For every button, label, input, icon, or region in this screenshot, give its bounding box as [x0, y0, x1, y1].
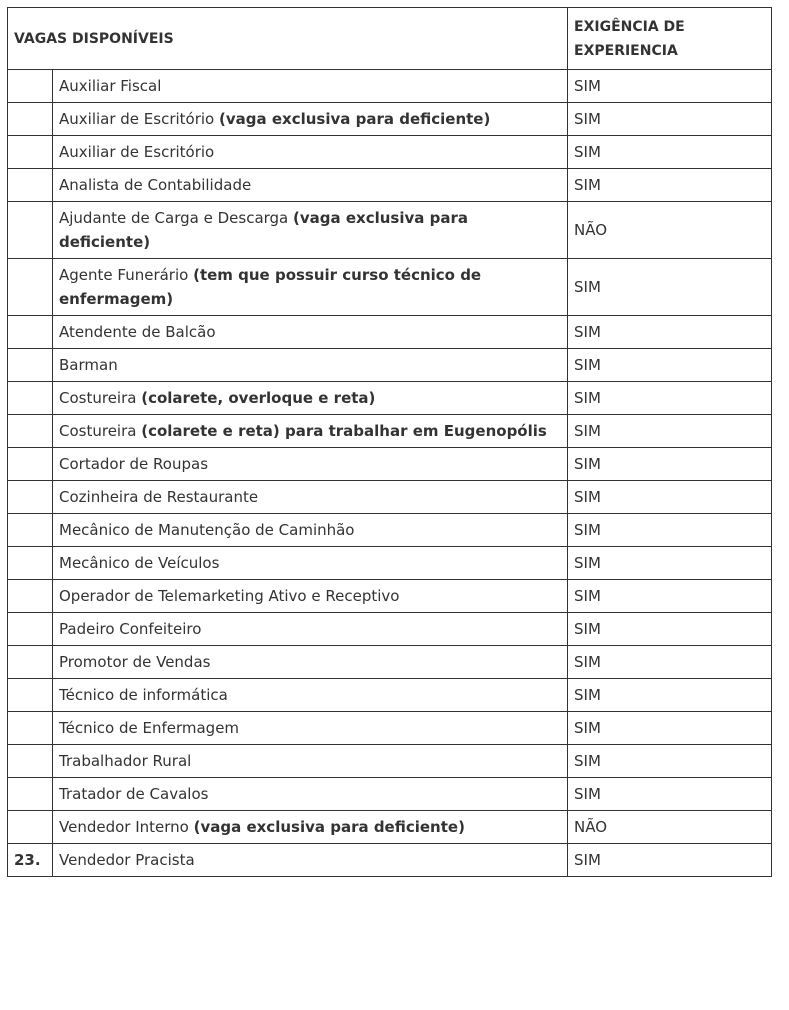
job-title-cell [53, 646, 568, 679]
job-title: Padeiro Confeiteiro [59, 620, 202, 638]
table-row [8, 70, 772, 103]
table-header-row [8, 8, 772, 70]
row-number [8, 70, 53, 103]
experience-required: SIM [568, 259, 772, 316]
row-number [8, 415, 53, 448]
row-number [8, 448, 53, 481]
job-title-cell [53, 547, 568, 580]
experience-required: SIM [568, 448, 772, 481]
table-row [8, 103, 772, 136]
job-note: (vaga exclusiva para deficiente) [219, 110, 491, 128]
experience-required: SIM [568, 169, 772, 202]
row-number [8, 778, 53, 811]
job-title-cell [53, 712, 568, 745]
table-row [8, 349, 772, 382]
experience-required: SIM [568, 778, 772, 811]
table-row [8, 844, 772, 877]
job-title-cell [53, 745, 568, 778]
row-number [8, 712, 53, 745]
job-title-cell [53, 481, 568, 514]
table-row [8, 778, 772, 811]
job-title-cell [53, 382, 568, 415]
job-title: Analista de Contabilidade [59, 176, 252, 194]
job-title: Tratador de Cavalos [59, 785, 209, 803]
table-row [8, 136, 772, 169]
row-number [8, 613, 53, 646]
experience-required: SIM [568, 382, 772, 415]
row-number [8, 349, 53, 382]
job-title-cell [53, 103, 568, 136]
table-row [8, 646, 772, 679]
table-row [8, 481, 772, 514]
experience-required: SIM [568, 349, 772, 382]
table-row [8, 712, 772, 745]
job-title: Auxiliar Fiscal [59, 77, 162, 95]
row-number [8, 202, 53, 259]
table-row [8, 169, 772, 202]
table-row [8, 415, 772, 448]
row-number [8, 547, 53, 580]
job-title: Trabalhador Rural [59, 752, 192, 770]
row-number [8, 580, 53, 613]
experience-required: SIM [568, 679, 772, 712]
experience-required: SIM [568, 745, 772, 778]
table-row [8, 580, 772, 613]
row-number [8, 382, 53, 415]
job-title: Vendedor Interno [59, 818, 194, 836]
job-title-cell [53, 316, 568, 349]
job-title-cell [53, 778, 568, 811]
table-row [8, 613, 772, 646]
job-title-cell [53, 349, 568, 382]
row-number [8, 169, 53, 202]
row-number [8, 103, 53, 136]
experience-required: SIM [568, 844, 772, 877]
vagas-header: VAGAS DISPONÍVEIS [8, 8, 568, 70]
experience-required: SIM [568, 712, 772, 745]
exigencia-header: EXIGÊNCIA DE EXPERIENCIA [568, 8, 772, 70]
row-number [8, 745, 53, 778]
job-title-cell [53, 811, 568, 844]
table-row [8, 679, 772, 712]
table-row [8, 382, 772, 415]
job-title: Operador de Telemarketing Ativo e Receptivo [59, 587, 400, 605]
experience-required: SIM [568, 481, 772, 514]
experience-required: SIM [568, 136, 772, 169]
job-title-cell [53, 514, 568, 547]
row-number [8, 811, 53, 844]
vagas-table-body [8, 8, 772, 877]
table-row [8, 202, 772, 259]
experience-required: SIM [568, 103, 772, 136]
experience-required: SIM [568, 646, 772, 679]
job-title-cell [53, 844, 568, 877]
job-title: Cozinheira de Restaurante [59, 488, 259, 506]
job-title-cell [53, 580, 568, 613]
table-row [8, 547, 772, 580]
job-title-cell [53, 169, 568, 202]
experience-required: SIM [568, 580, 772, 613]
job-note: (tem que possuir curso técnico de enfermagem) [59, 266, 482, 308]
row-number [8, 259, 53, 316]
job-note: (vaga exclusiva para deficiente) [193, 818, 465, 836]
job-title-cell [53, 679, 568, 712]
experience-required: SIM [568, 514, 772, 547]
table-row [8, 259, 772, 316]
job-note: (colarete e reta) para trabalhar em Eugenopólis [141, 422, 547, 440]
job-title-cell [53, 259, 568, 316]
job-title: Auxiliar de Escritório [59, 143, 215, 161]
job-title-cell [53, 448, 568, 481]
experience-required: SIM [568, 613, 772, 646]
job-title: Técnico de informática [59, 686, 228, 704]
job-title: Ajudante de Carga e Descarga [59, 209, 294, 227]
table-row [8, 514, 772, 547]
job-title: Costureira [59, 389, 142, 407]
job-title-cell [53, 613, 568, 646]
table-row [8, 316, 772, 349]
row-number [8, 136, 53, 169]
table-row [8, 811, 772, 844]
job-title: Costureira [59, 422, 142, 440]
job-title: Mecânico de Manutenção de Caminhão [59, 521, 355, 539]
job-title-cell [53, 415, 568, 448]
job-note: (colarete, overloque e reta) [141, 389, 376, 407]
job-title: Promotor de Vendas [59, 653, 211, 671]
vagas-table [7, 7, 772, 877]
experience-required: SIM [568, 70, 772, 103]
job-title-cell [53, 136, 568, 169]
job-title: Atendente de Balcão [59, 323, 216, 341]
job-title: Técnico de Enfermagem [59, 719, 240, 737]
job-title: Auxiliar de Escritório [59, 110, 220, 128]
job-title-cell [53, 202, 568, 259]
row-number: 23. [8, 844, 53, 877]
experience-required: SIM [568, 415, 772, 448]
job-title: Barman [59, 356, 118, 374]
experience-required: SIM [568, 316, 772, 349]
row-number [8, 481, 53, 514]
job-note: (vaga exclusiva para deficiente) [59, 209, 468, 251]
job-title: Agente Funerário [59, 266, 194, 284]
experience-required: NÃO [568, 811, 772, 844]
row-number [8, 646, 53, 679]
experience-required: SIM [568, 547, 772, 580]
row-number [8, 679, 53, 712]
experience-required: NÃO [568, 202, 772, 259]
job-title: Cortador de Roupas [59, 455, 209, 473]
job-title-cell [53, 70, 568, 103]
job-title: Vendedor Pracista [59, 851, 195, 869]
row-number [8, 316, 53, 349]
table-row [8, 448, 772, 481]
row-number [8, 514, 53, 547]
table-row [8, 745, 772, 778]
job-title: Mecânico de Veículos [59, 554, 220, 572]
